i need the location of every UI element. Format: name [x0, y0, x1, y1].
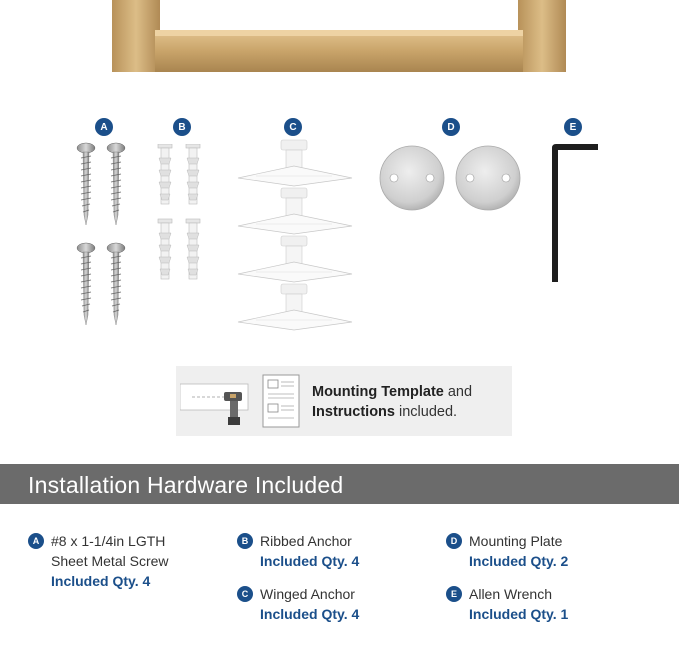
screws-image	[72, 140, 136, 335]
part-a-badge: A	[95, 118, 113, 136]
mounting-template-panel	[176, 366, 512, 436]
template-caption	[312, 382, 472, 422]
legend-name-e: Allen Wrench	[469, 586, 553, 602]
legend-name-b: Ribbed Anchor	[260, 533, 352, 549]
template-bold-1: Mounting Template	[312, 384, 444, 400]
banner-title: Installation Hardware Included	[28, 472, 344, 498]
legend-qty-c: Included Qty. 4	[260, 606, 360, 622]
template-bold-2: Instructions	[312, 404, 395, 420]
legend-badge-c: C	[237, 586, 253, 602]
ribbed-anchors-image	[152, 144, 212, 289]
allen-wrench-image	[544, 140, 604, 288]
legend-badge-a: A	[28, 533, 44, 549]
legend-name-d: Mounting Plate	[469, 533, 563, 549]
part-b-badge: B	[173, 118, 191, 136]
legend-qty-a: Included Qty. 4	[51, 573, 151, 589]
legend-qty-e: Included Qty. 1	[469, 606, 569, 622]
legend-qty-d: Included Qty. 2	[469, 553, 569, 569]
template-text-1: and	[443, 384, 473, 400]
section-banner	[0, 464, 679, 504]
part-e-badge: E	[564, 118, 582, 136]
legend-badge-e: E	[446, 586, 462, 602]
legend-badge-b: B	[237, 533, 253, 549]
winged-anchors-image	[236, 138, 354, 336]
towel-bar-image	[0, 0, 679, 80]
part-c-badge: C	[284, 118, 302, 136]
legend-name-a-line1: #8 x 1-1/4in LGTH	[51, 533, 166, 549]
legend-badge-d: D	[446, 533, 462, 549]
template-text-2: included.	[394, 404, 458, 420]
legend-name-a-line2: Sheet Metal Screw	[51, 553, 169, 569]
mounting-plates-image	[376, 144, 524, 214]
legend-qty-b: Included Qty. 4	[260, 553, 360, 569]
instructions-document-icon	[262, 374, 300, 428]
drill-template-icon	[180, 380, 258, 428]
legend-name-c: Winged Anchor	[260, 586, 355, 602]
part-d-badge: D	[442, 118, 460, 136]
